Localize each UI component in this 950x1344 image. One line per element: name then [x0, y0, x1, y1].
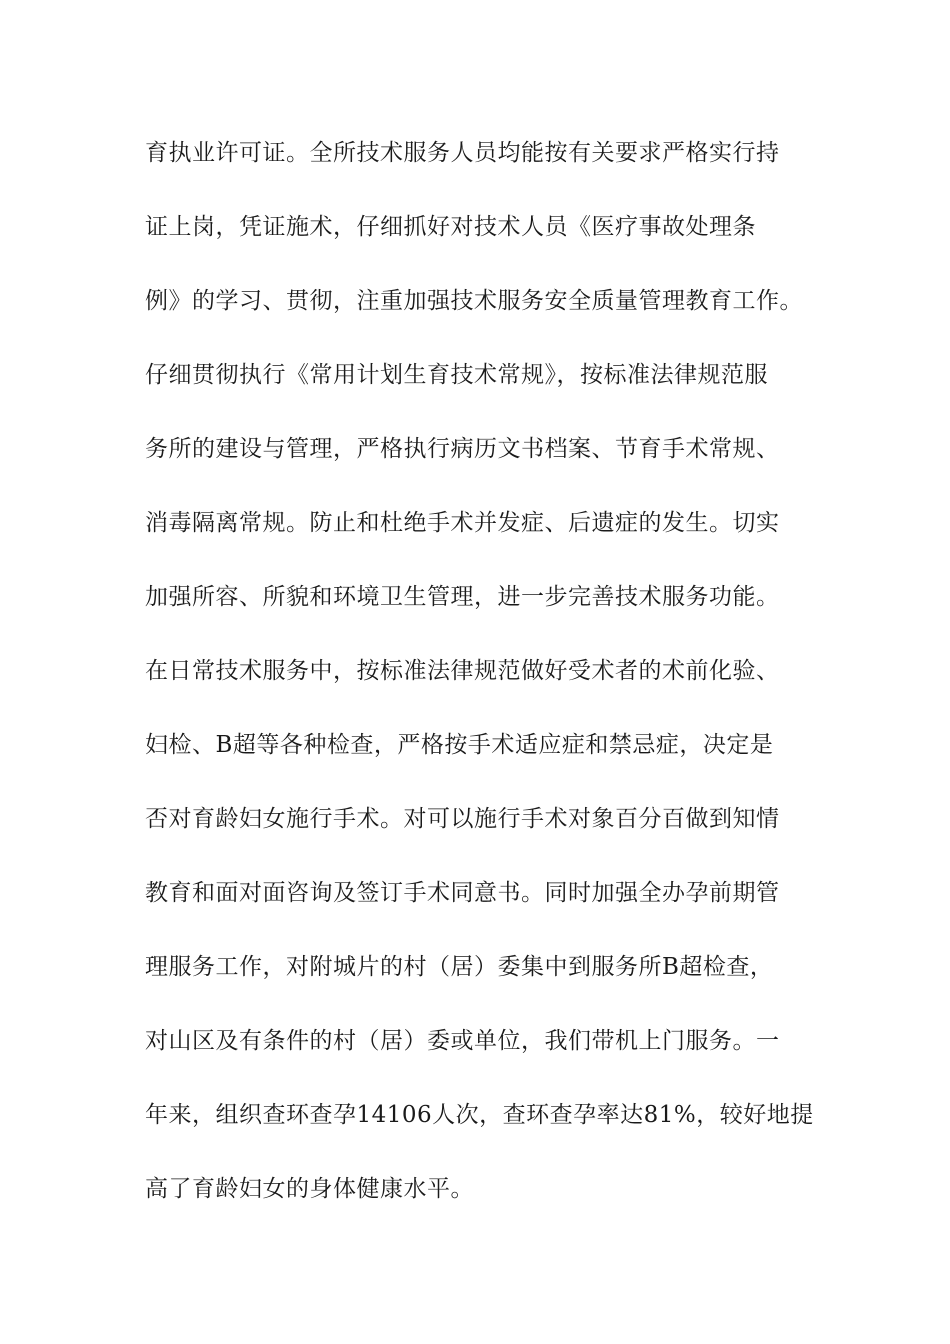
text-line: 高了育龄妇女的身体健康水平。 — [145, 1176, 474, 1202]
text-line: 否对育龄妇女施行手术。对可以施行手术对象百分百做到知情 — [145, 806, 780, 832]
text-line: 在日常技术服务中，按标准法律规范做好受术者的术前化验、 — [145, 658, 780, 684]
text-line: 妇检、B超等各种检查，严格按手术适应症和禁忌症，决定是 — [145, 732, 774, 758]
text-line: 证上岗，凭证施术，仔细抓好对技术人员《医疗事故处理条 — [145, 214, 756, 240]
text-line: 消毒隔离常规。防止和杜绝手术并发症、后遗症的发生。切实 — [145, 510, 780, 536]
body-paragraph — [145, 128, 825, 1238]
text-line: 对山区及有条件的村（居）委或单位，我们带机上门服务。一 — [145, 1028, 780, 1054]
text-line: 务所的建设与管理，严格执行病历文书档案、节育手术常规、 — [145, 436, 780, 462]
text-line: 年来，组织查环查孕14106人次，查环查孕率达81%，较好地提 — [145, 1102, 814, 1128]
text-line: 理服务工作，对附城片的村（居）委集中到服务所B超检查， — [145, 954, 774, 980]
text-line: 仔细贯彻执行《常用计划生育技术常规》，按标准法律规范服 — [145, 362, 768, 388]
text-line: 例》的学习、贯彻，注重加强技术服务安全质量管理教育工作。 — [145, 288, 803, 314]
text-line: 育执业许可证。全所技术服务人员均能按有关要求严格实行持 — [145, 140, 780, 166]
text-line: 教育和面对面咨询及签订手术同意书。同时加强全办孕前期管 — [145, 880, 780, 906]
text-line: 加强所容、所貌和环境卫生管理，进一步完善技术服务功能。 — [145, 584, 780, 610]
